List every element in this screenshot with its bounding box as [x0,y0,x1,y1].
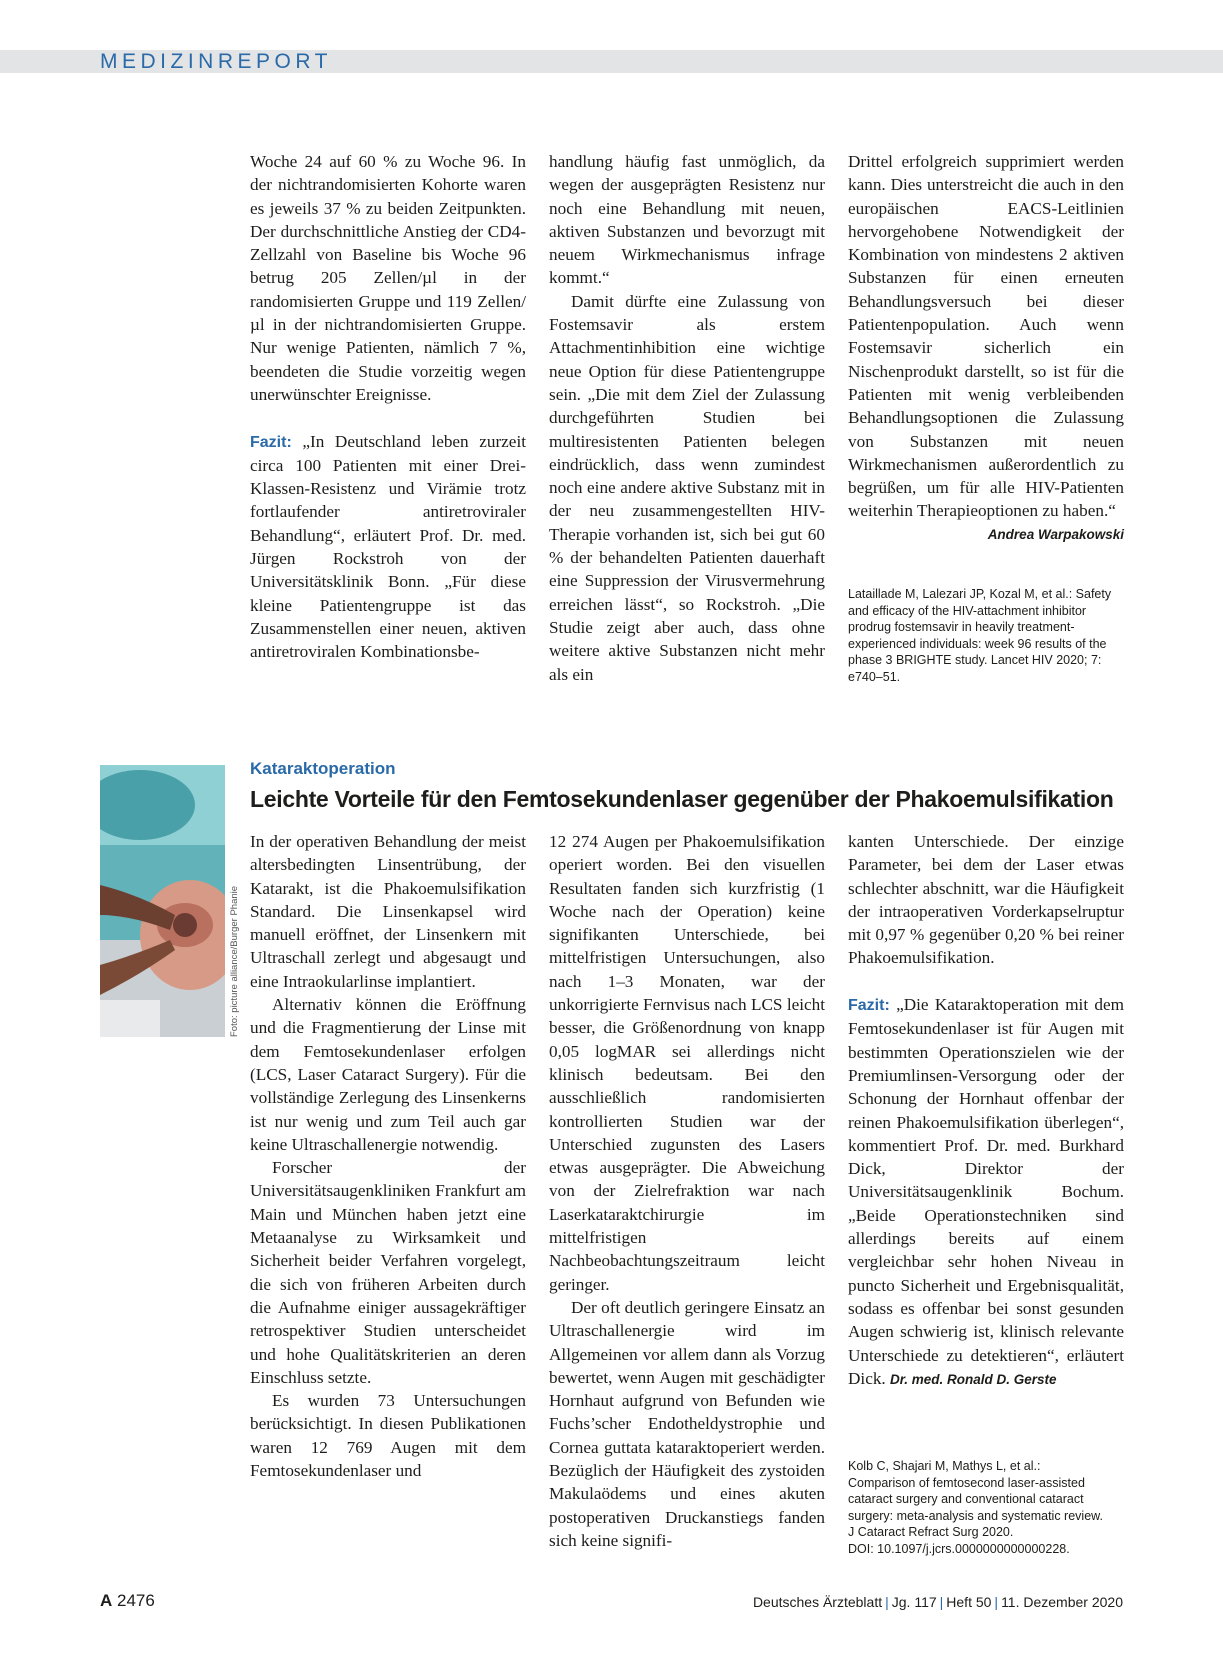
paragraph: Forscher der Universitätsaugenkliniken Frankfurt am Main und München haben jetzt eine Metaanalyse zu Wirksamkeit und Sicherheit beider Verfahren vorgelegt, die sich von früheren Arbeiten durch die Aufnahme einiger aussagekräftiger retrospektiver Studien unterscheidet und hohe Qualitätskriterien an deren Einschluss setzte. [250,1158,526,1387]
page-number-value: 2476 [117,1591,155,1610]
paragraph: Damit dürfte eine Zulassung von Fostemsavir als erstem Attachmentinhibition eine wichtige neue Option für diese Patientengruppe sein. „Die mit dem Ziel der Zulassung durchgeführten Studien bei multiresistenten Patienten belegen eindrücklich, dass wenn zumindest noch eine andere aktive Substanz mit in der neu zusammengestellten HIV-Therapie vorhanden ist, sich bei gut 60 % der behandelten Patienten dauerhaft eine Suppression der Virusvermehrung erreichen lässt“, so Rockstroh. „Die Studie zeigt aber auch, dass ohne weitere aktive Substanzen nicht mehr als ein [549,291,825,684]
article2-reference [848,1458,1124,1557]
reference-line: J Cataract Refract Surg 2020. [848,1525,1014,1539]
fazit-text: „Die Kataraktoperation mit dem Femtosekundenlaser ist für Augen mit bestimmten Operationszielen wie der Premiumlinsen-Versorgung oder der Schonung der Hornhaut offenbar der reinen Phakoemulsifikation überlegen“, kommentiert Prof. Dr. med. Burkhard Dick, Direktor der Universitätsaugenklinik Bochum. „Beide Operationstechniken sind allerdings bereits auf einem vergleichbar sehr hohen Niveau in puncto Sicherheit und Ergebnisqualität, sodass es offenbar bei sonst gesunden Augen schwierig ist, klinisch relevante Unterschiede zu detektieren“, erläutert Dick. [848,995,1124,1388]
article1-reference [848,586,1124,685]
reference-line: Kolb C, Shajari M, Mathys L, et al.: [848,1459,1041,1473]
fazit-paragraph [848,993,1124,1391]
paragraph: kanten Unterschiede. Der einzige Parameter, bei dem der Laser etwas schlechter abschnitt, war die Häufigkeit der intraoperativen Vorderkapselruptur mit 0,97 % gegenüber 0,20 % bei reiner Phakoemulsifikation. [848,832,1124,968]
photo-illustration [100,765,225,1037]
section-label: MEDIZINREPORT [100,50,332,73]
author-byline: Dr. med. Ronald D. Gerste [890,1371,1057,1387]
paragraph: Es wurden 73 Untersuchungen berücksichtigt. In diesen Publikationen waren 12 769 Augen mit dem Femtosekundenlaser und [250,1391,526,1481]
page-number [100,1591,155,1611]
reference-text: Lataillade M, Lalezari JP, Kozal M, et al.: Safety and efficacy of the HIV-attachment inhibitor prodrug fostemsavir in heavily treatment-experienced individuals: week 96 results of the phase 3 BRIGHTE study. Lancet HIV 2020; 7: e740–51. [848,587,1112,684]
article2-headline: Leichte Vorteile für den Femtosekundenlaser gegenüber der Phakoemulsifikation [250,786,1114,812]
journal-footer: Deutsches Ärzteblatt | Jg. 117 | Heft 50 | 11. Dezember 2020 [752,1594,1123,1610]
fazit-label: Fazit: [848,997,890,1015]
paragraph: Woche 24 auf 60 % zu Woche 96. In der nichtrandomisierten Kohorte waren es jeweils 37 % zu beiden Zeitpunkten. Der durchschnittliche Anstieg der CD4-Zellzahl von Baseline bis Woche 96 betrug 205 Zellen/µl in der randomisierten Gruppe und 119 Zellen/µl in der nichtrandomisierten Gruppe. Nur wenige Patienten, nämlich 7 %, beendeten die Studie vorzeitig wegen unerwünschter Ereignisse. [250,152,526,404]
paragraph: 12 274 Augen per Phakoemulsifikation operiert worden. Bei den visuellen Resultaten fanden sich kurzfristig (1 Woche nach der Operation) keine signifikanten Unterschiede, bei mittelfristigen Untersuchungen, also nach 1–3 Monaten, war der unkorrigierte Fernvisus nach LCS leicht besser, die Größenordnung von knapp 0,05 logMAR sei allerdings nicht klinisch bedeutsam. Bei den ausschließlich randomisierten kontrollierten Studien war der Unterschied zugunsten des Lasers etwas ausgeprägter. Die Abweichung von der Zielrefraktion war nach Laserkataraktchirurgie im mittelfristigen Nachbeobachtungszeitraum leicht geringer. [549,832,825,1294]
cataract-surgery-photo [100,765,225,1037]
fazit-paragraph [250,430,526,664]
journal-name: Deutsches Ärzteblatt [752,1594,883,1610]
paragraph [848,150,1124,542]
article2-column-2 [549,830,825,1552]
reference-line: Comparison of femtosecond laser-assisted [848,1475,1085,1490]
article2-column-3 [848,830,1124,1391]
paragraph: handlung häufig fast unmöglich, da wegen der ausgeprägten Resistenz nur noch eine Behandlung mit neuen, aktiven Substanzen und bevorzugt mit neuem Wirkmechanismus infrage kommt.“ [549,152,825,288]
reference-line: cataract surgery and conventional cataract [848,1492,1084,1506]
journal-volume: Jg. 117 [891,1594,937,1610]
article2-kicker: Kataraktoperation [250,759,396,778]
article1-column-2 [549,150,825,686]
paragraph: Der oft deutlich geringere Einsatz an Ultraschallenergie wird im Allgemeinen vor allem dann als Vorzug bewertet, wenn Augen mit geschädigter Hornhaut aufgrund von Befunden wie Fuchs’scher Endotheldystrophie und Cornea guttata kataraktoperiert werden. Bezüglich der Häufigkeit des zystoiden Makulaödems und eines akuten postoperativen Druckanstiegs fanden sich keine signifi- [549,1297,825,1550]
author-byline: Andrea Warpakowski [987,526,1124,542]
reference-line: DOI: 10.1097/j.jcrs.0000000000000228. [848,1541,1070,1556]
article1-column-1 [250,150,526,664]
article1-column-3 [848,150,1124,546]
journal-issue: Heft 50 [946,1594,992,1610]
paragraph: Alternativ können die Eröffnung und die Fragmentierung der Linse mit dem Femtosekundenlaser erfolgen (LCS, Laser Cataract Surgery). Für die vollständige Zerlegung des Linsenkerns ist nur wenig und zum Teil auch gar keine Ultraschallenergie notwendig. [250,995,526,1154]
paragraph: In der operativen Behandlung der meist altersbedingten Linsentrübung, der Katarakt, ist die Phakoemulsifikation Standard. Die Linsenkapsel wird manuell eröffnet, der Linsenkern mit Ultraschall zerlegt und abgesaugt und eine Intraokularlinse implantiert. [250,832,526,991]
reference-line: surgery: meta-analysis and systematic review. [848,1508,1103,1523]
paragraph-text: Drittel erfolgreich supprimiert werden kann. Dies unterstreicht die auch in den europäischen EACS-Leitlinien hervorgehobene Notwendigkeit der Kombination von mindestens 2 aktiven Substanzen für einen erneuten Behandlungsversuch bei dieser Patientenpopulation. Auch wenn Fostemsavir sicherlich ein Nischenprodukt darstellt, so ist für die Patienten mit wenig verbleibenden Behandlungsoptionen die Zulassung von Substanzen mit neuen Wirkmechanismen außerordentlich zu begrüßen, um für alle HIV-Patienten weiterhin Therapieoptionen zu haben.“ [848,152,1124,521]
photo-credit: Foto: picture alliance/Burger Phanie [229,885,240,1037]
page-prefix: A [100,1591,113,1610]
article2-column-1 [250,830,526,1482]
fazit-text: „In Deutschland leben zurzeit circa 100 Patienten mit einer Drei-Klassen-Resistenz und Virämie trotz fortlaufender antiretroviraler Behandlung“, erläutert Prof. Dr. med. Jürgen Rockstroh von der Universitätsklinik Bonn. „Für diese kleine Patientengruppe ist das Zusammenstellen einer neuen, aktiven antiretroviralen Kombinationsbe- [250,431,526,662]
journal-date: 11. Dezember 2020 [1001,1594,1123,1610]
fazit-label: Fazit: [250,433,292,451]
